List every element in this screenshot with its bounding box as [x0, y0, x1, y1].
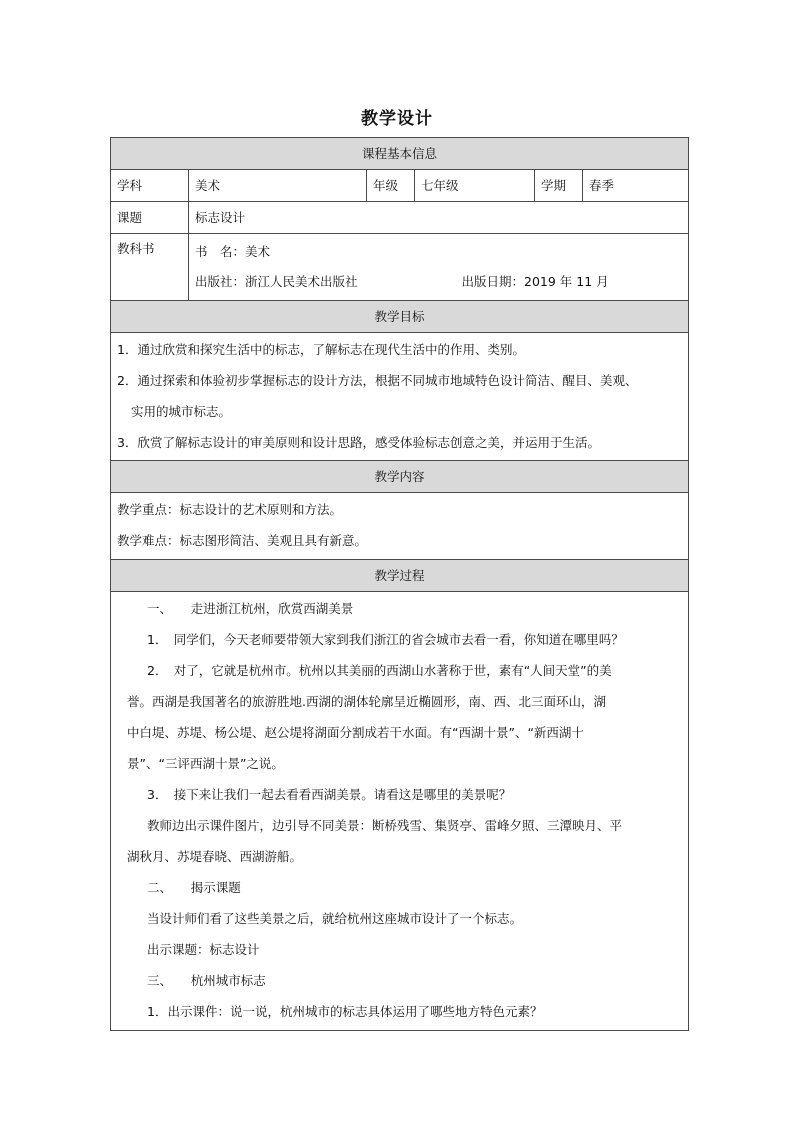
process-paragraph: 1． 同学们，今天老师要带领大家到我们浙江的省会城市去看一看，你知道在哪里吗？	[147, 632, 624, 647]
content-cell	[111, 493, 689, 560]
document-title: 教学设计	[361, 109, 433, 129]
section-title: 课程基本信息	[111, 138, 689, 170]
subject-row	[111, 170, 689, 202]
objective-item: 3．欣赏了解标志设计的审美原则和设计思路，感受体验标志创意之美，并运用于生活。	[117, 435, 600, 450]
process-paragraph: 湖秋月、苏堤春晓、西湖游船。	[127, 849, 303, 864]
grade-label: 年级	[367, 170, 415, 202]
textbook-row	[111, 234, 689, 301]
process-paragraph: 誉。西湖是我国著名的旅游胜地.西湖的湖体轮廓呈近椭圆形，南、西、北三面环山，湖	[127, 694, 606, 709]
objective-item: 2．通过探索和体验初步掌握标志的设计方法，根据不同城市地域特色设计简洁、醒目、美观、	[117, 373, 638, 388]
section-title: 教学内容	[111, 461, 689, 493]
section-title: 教学目标	[111, 301, 689, 333]
section-title: 教学过程	[111, 560, 689, 592]
process-row	[111, 592, 689, 1031]
process-paragraph: 景”、“三评西湖十景”之说。	[127, 756, 284, 771]
section-header-objectives	[111, 301, 689, 333]
process-cell	[111, 592, 689, 1031]
section-header-content	[111, 461, 689, 493]
topic-label: 课题	[111, 202, 189, 234]
objectives-cell	[111, 333, 689, 461]
content-row	[111, 493, 689, 560]
process-paragraph: 1．出示课件：说一说，杭州城市的标志具体运用了哪些地方特色元素？	[147, 1004, 543, 1019]
difficult-point: 教学难点：标志图形简洁、美观且具有新意。	[117, 533, 368, 548]
topic-value: 标志设计	[189, 202, 689, 234]
topic-row	[111, 202, 689, 234]
process-paragraph: 出示课题：标志设计	[147, 942, 260, 957]
process-heading: 一、 走进浙江杭州，欣赏西湖美景	[147, 601, 354, 616]
section-header-process	[111, 560, 689, 592]
subject-label: 学科	[111, 170, 189, 202]
objectives-row	[111, 333, 689, 461]
grade-value: 七年级	[415, 170, 535, 202]
objective-item: 1．通过欣赏和探究生活中的标志，了解标志在现代生活中的作用、类别。	[117, 342, 525, 357]
subject-value: 美术	[189, 170, 367, 202]
publisher: 出版社：浙江人民美术出版社	[195, 274, 358, 289]
book-name: 书 名：美术	[195, 244, 271, 259]
term-value: 春季	[583, 170, 689, 202]
process-heading: 二、 揭示课题	[147, 880, 241, 895]
process-heading: 三、 杭州城市标志	[147, 973, 266, 988]
publisher-line	[195, 267, 682, 297]
process-paragraph: 教师边出示课件图片，边引导不同美景：断桥残雪、集贤亭、雷峰夕照、三潭映月、平	[147, 818, 623, 833]
process-paragraph: 2． 对了，它就是杭州市。杭州以其美丽的西湖山水著称于世，素有“人间天堂”的美	[147, 663, 612, 678]
textbook-details	[189, 234, 689, 301]
textbook-label: 教科书	[111, 234, 189, 301]
publication-date: 出版日期：2019 年 11 月	[461, 274, 609, 289]
key-point: 教学重点：标志设计的艺术原则和方法。	[117, 502, 343, 517]
process-paragraph: 中白堤、苏堤、杨公堤、赵公堤将湖面分割成若干水面。有“西湖十景”、“新西湖十	[127, 725, 584, 740]
process-paragraph: 当设计师们看了这些美景之后，就给杭州这座城市设计了一个标志。	[147, 911, 523, 926]
term-label: 学期	[535, 170, 583, 202]
objective-item-continued: 实用的城市标志。	[131, 404, 232, 419]
process-paragraph: 3． 接下来让我们一起去看看西湖美景。请看这是哪里的美景呢？	[147, 787, 512, 802]
lesson-plan-table	[110, 137, 689, 1031]
section-header-basic-info	[111, 138, 689, 170]
